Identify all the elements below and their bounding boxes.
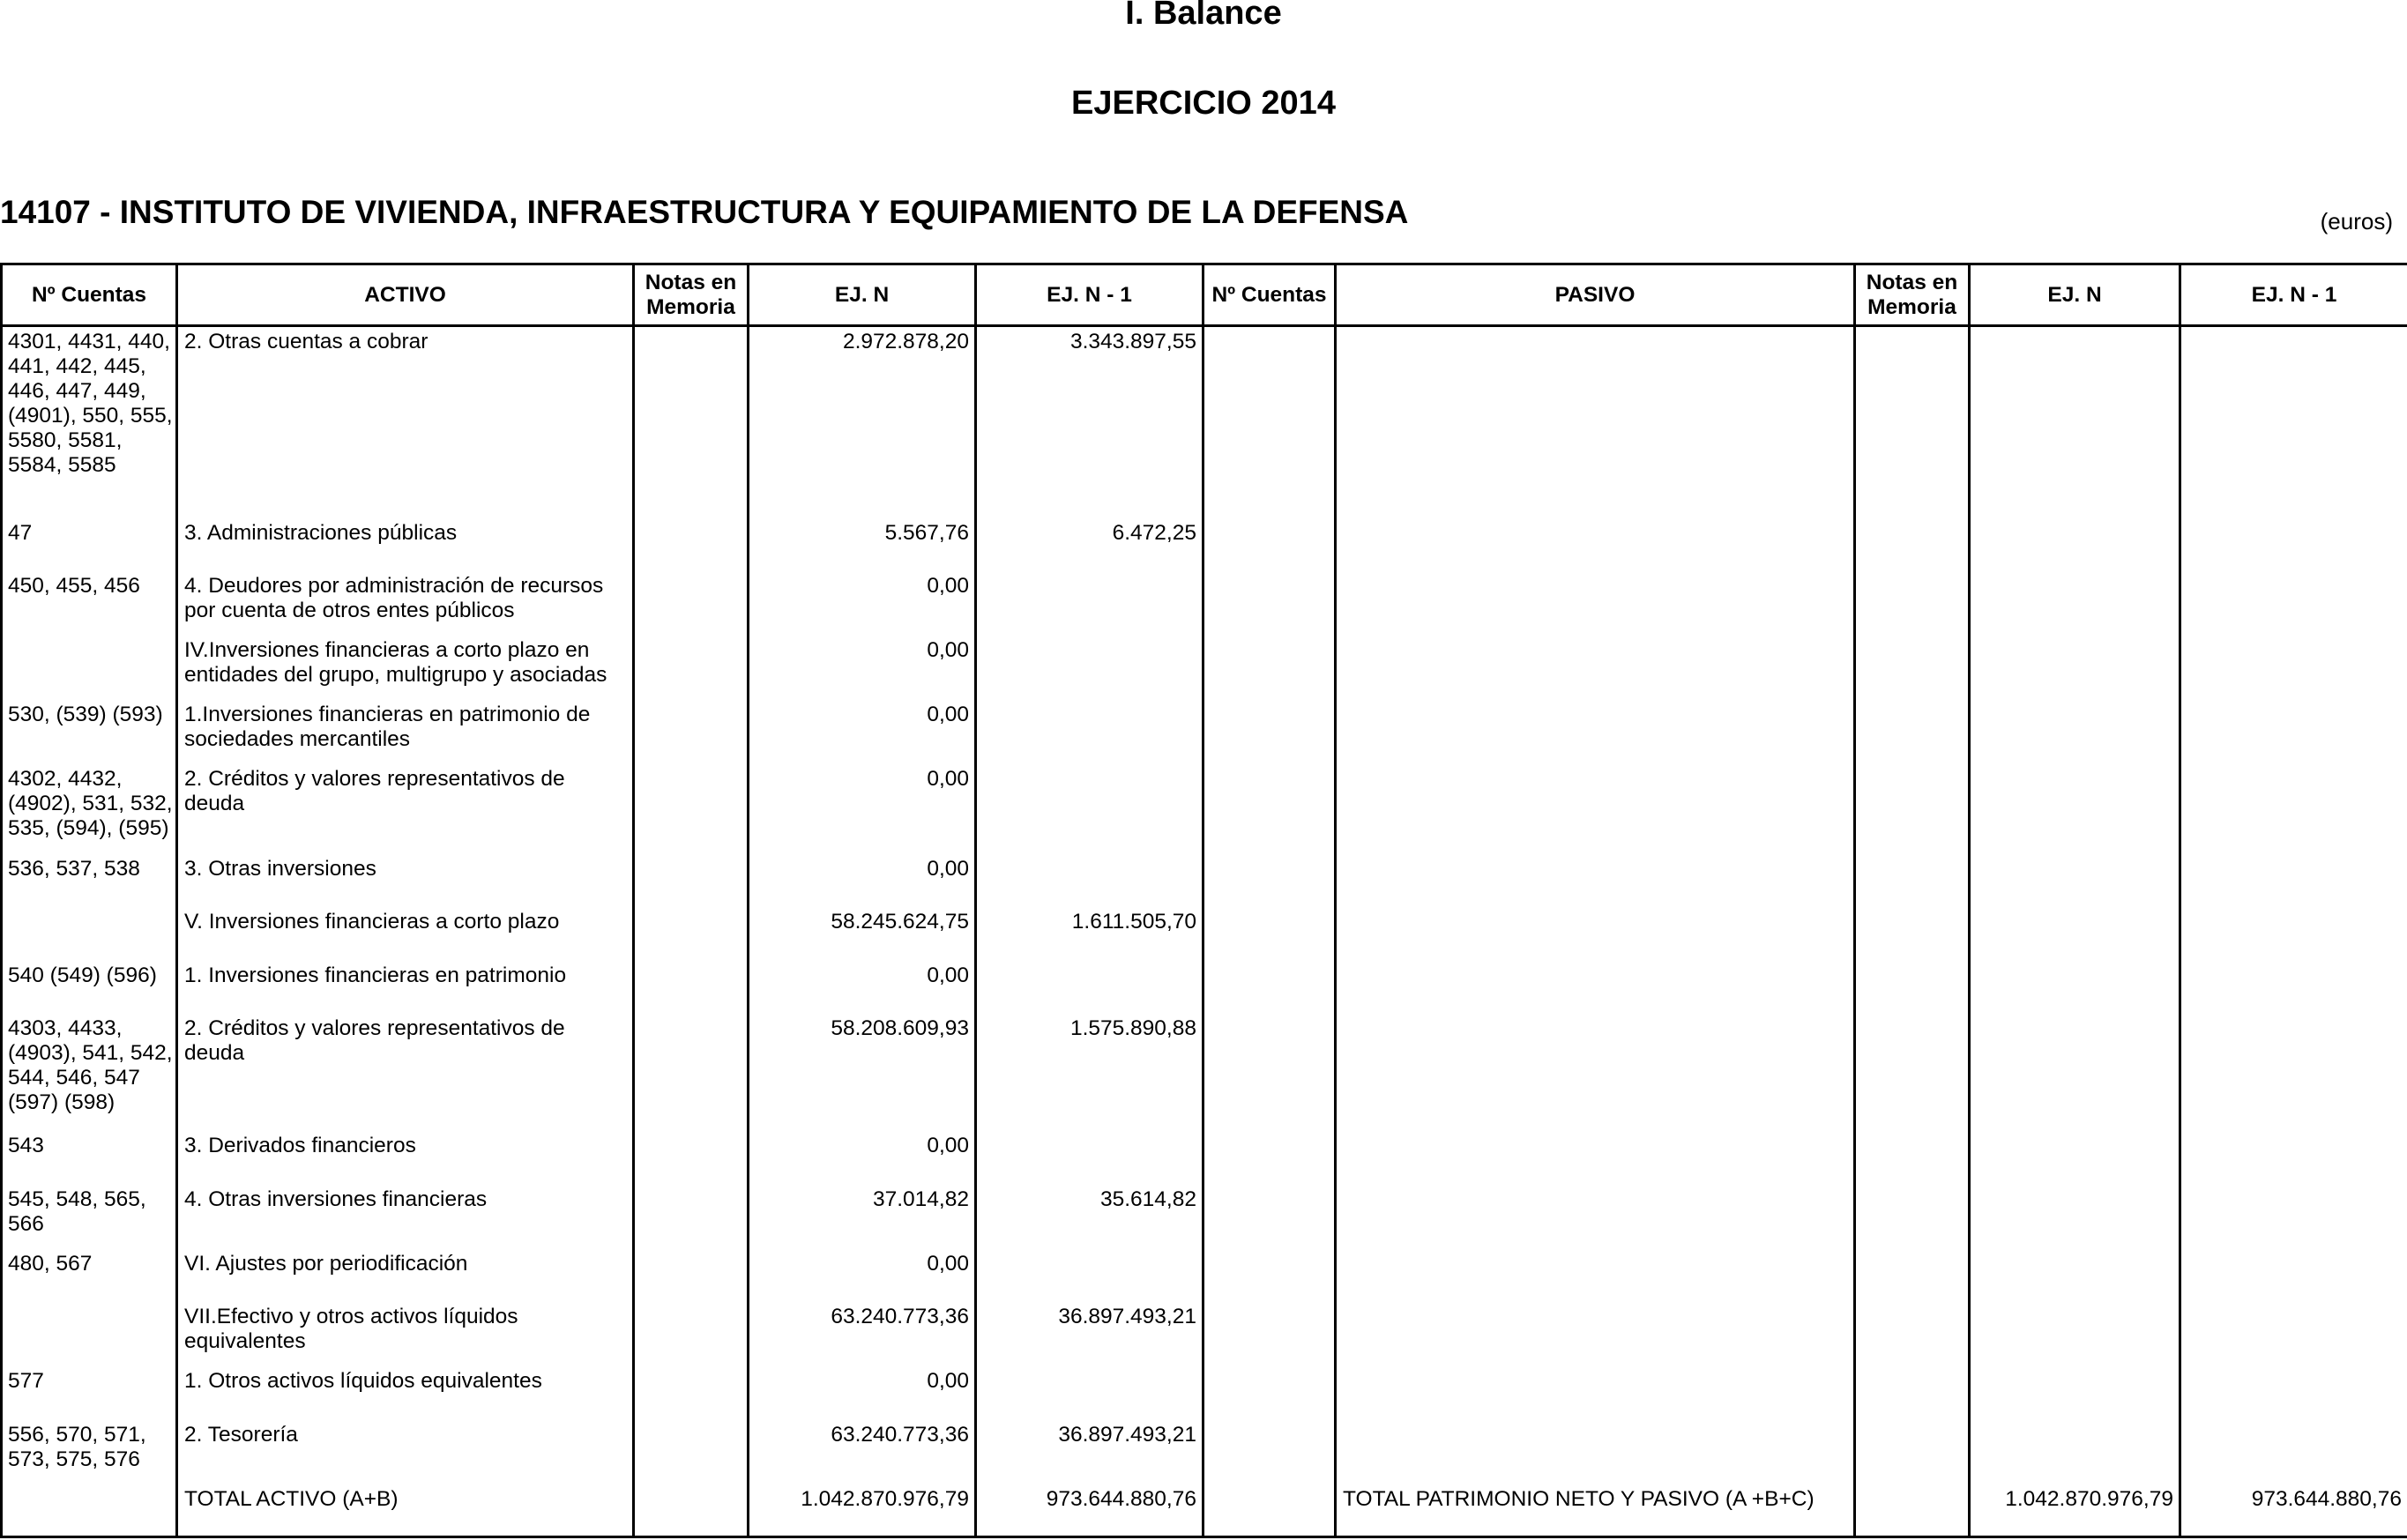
table-row (2, 907, 2407, 961)
amount-ej-n-1-cell (976, 571, 1204, 636)
pasivo-amount-ej-n-cell (1970, 907, 2180, 961)
pasivo-amount-ej-n-1-cell (2180, 1366, 2407, 1420)
notes-cell (634, 1014, 749, 1131)
table-row (2, 1131, 2407, 1185)
concept-cell: IV.Inversiones financieras a corto plazo en entidades del grupo, multigrupo y asociadas (177, 636, 634, 700)
pasivo-account-codes-cell (1204, 1249, 1336, 1303)
total-pasivo-notes-cell (1855, 1484, 1970, 1537)
amount-ej-n-1-cell (976, 1131, 1204, 1185)
pasivo-amount-ej-n-1-cell (2180, 518, 2407, 571)
col-header-pasivo: PASIVO (1336, 264, 1855, 326)
pasivo-concept-cell (1336, 571, 1855, 636)
pasivo-account-codes-cell (1204, 326, 1336, 519)
account-codes-cell: 540 (549) (596) (2, 961, 177, 1015)
notes-cell (634, 571, 749, 636)
col-header-ej-n-1: EJ. N - 1 (976, 264, 1204, 326)
account-codes-cell: 4303, 4433, (4903), 541, 542, 544, 546, 547 (597) (598) (2, 1014, 177, 1131)
notes-cell (634, 326, 749, 519)
col-header-notas: Notas en Memoria (634, 264, 749, 326)
pasivo-amount-ej-n-cell (1970, 1302, 2180, 1366)
account-codes-cell (2, 907, 177, 961)
concept-cell: VII.Efectivo y otros activos líquidos equivalentes (177, 1302, 634, 1366)
pasivo-notes-cell (1855, 1014, 1970, 1131)
account-codes-cell: 4301, 4431, 440, 441, 442, 445, 446, 447, 449, (4901), 550, 555, 5580, 5581, 5584, 5585 (2, 326, 177, 519)
amount-ej-n-cell: 0,00 (749, 764, 976, 854)
pasivo-amount-ej-n-cell (1970, 961, 2180, 1015)
table-row (2, 700, 2407, 764)
pasivo-amount-ej-n-cell (1970, 571, 2180, 636)
pasivo-amount-ej-n-cell (1970, 1185, 2180, 1249)
account-codes-cell (2, 1302, 177, 1366)
pasivo-concept-cell (1336, 961, 1855, 1015)
concept-cell: 2. Créditos y valores representativos de deuda (177, 1014, 634, 1131)
pasivo-notes-cell (1855, 961, 1970, 1015)
total-activo-label: TOTAL ACTIVO (A+B) (177, 1484, 634, 1537)
pasivo-account-codes-cell (1204, 518, 1336, 571)
notes-cell (634, 700, 749, 764)
amount-ej-n-1-cell: 1.575.890,88 (976, 1014, 1204, 1131)
notes-cell (634, 1366, 749, 1420)
amount-ej-n-1-cell (976, 636, 1204, 700)
account-codes-cell: 450, 455, 456 (2, 571, 177, 636)
concept-cell: 3. Derivados financieros (177, 1131, 634, 1185)
pasivo-account-codes-cell (1204, 764, 1336, 854)
amount-ej-n-1-cell (976, 1249, 1204, 1303)
concept-cell: 1. Inversiones financieras en patrimonio (177, 961, 634, 1015)
table-row (2, 1185, 2407, 1249)
total-pasivo-account-codes-cell (1204, 1484, 1336, 1537)
pasivo-amount-ej-n-1-cell (2180, 700, 2407, 764)
page-subtitle: EJERCICIO 2014 (1071, 85, 1336, 122)
entity-heading: 14107 - INSTITUTO DE VIVIENDA, INFRAESTRUCTURA Y EQUIPAMIENTO DE LA DEFENSA (0, 194, 1409, 230)
pasivo-notes-cell (1855, 1249, 1970, 1303)
amount-ej-n-1-cell (976, 700, 1204, 764)
pasivo-concept-cell (1336, 326, 1855, 519)
pasivo-amount-ej-n-1-cell (2180, 1014, 2407, 1131)
amount-ej-n-1-cell: 36.897.493,21 (976, 1302, 1204, 1366)
amount-ej-n-cell: 0,00 (749, 571, 976, 636)
account-codes-cell: 536, 537, 538 (2, 854, 177, 908)
col-header-ej-n-1-pasivo: EJ. N - 1 (2180, 264, 2407, 326)
concept-cell: 1.Inversiones financieras en patrimonio de sociedades mercantiles (177, 700, 634, 764)
notes-cell (634, 518, 749, 571)
col-header-cuentas-pasivo: Nº Cuentas (1204, 264, 1336, 326)
notes-cell (634, 907, 749, 961)
pasivo-amount-ej-n-cell (1970, 636, 2180, 700)
amount-ej-n-cell: 0,00 (749, 700, 976, 764)
concept-cell: 4. Deudores por administración de recursos por cuenta de otros entes públicos (177, 571, 634, 636)
pasivo-concept-cell (1336, 1131, 1855, 1185)
pasivo-account-codes-cell (1204, 1014, 1336, 1131)
notes-cell (634, 1302, 749, 1366)
pasivo-account-codes-cell (1204, 1185, 1336, 1249)
account-codes-cell: 577 (2, 1366, 177, 1420)
pasivo-amount-ej-n-1-cell (2180, 1302, 2407, 1366)
account-codes-cell: 556, 570, 571, 573, 575, 576 (2, 1420, 177, 1484)
notes-cell (634, 1185, 749, 1249)
pasivo-notes-cell (1855, 571, 1970, 636)
pasivo-notes-cell (1855, 326, 1970, 519)
table-row (2, 1366, 2407, 1420)
amount-ej-n-1-cell (976, 764, 1204, 854)
pasivo-account-codes-cell (1204, 636, 1336, 700)
amount-ej-n-cell: 63.240.773,36 (749, 1302, 976, 1366)
table-row (2, 1014, 2407, 1131)
total-pasivo-ej-n-1: 973.644.880,76 (2180, 1484, 2407, 1537)
table-row (2, 1420, 2407, 1484)
amount-ej-n-cell: 0,00 (749, 1366, 976, 1420)
pasivo-amount-ej-n-1-cell (2180, 854, 2407, 908)
account-codes-cell (2, 636, 177, 700)
pasivo-amount-ej-n-cell (1970, 1014, 2180, 1131)
amount-ej-n-cell: 5.567,76 (749, 518, 976, 571)
pasivo-concept-cell (1336, 1014, 1855, 1131)
total-activo-ej-n: 1.042.870.976,79 (749, 1484, 976, 1537)
pasivo-amount-ej-n-cell (1970, 518, 2180, 571)
table-header-row (2, 264, 2407, 326)
pasivo-account-codes-cell (1204, 1366, 1336, 1420)
pasivo-notes-cell (1855, 1302, 1970, 1366)
pasivo-amount-ej-n-1-cell (2180, 1185, 2407, 1249)
pasivo-concept-cell (1336, 636, 1855, 700)
amount-ej-n-cell: 58.208.609,93 (749, 1014, 976, 1131)
amount-ej-n-cell: 37.014,82 (749, 1185, 976, 1249)
amount-ej-n-1-cell (976, 1366, 1204, 1420)
concept-cell: 4. Otras inversiones financieras (177, 1185, 634, 1249)
balance-table (0, 263, 2407, 1538)
amount-ej-n-1-cell (976, 961, 1204, 1015)
pasivo-amount-ej-n-cell (1970, 1131, 2180, 1185)
pasivo-amount-ej-n-1-cell (2180, 961, 2407, 1015)
account-codes-cell: 4302, 4432, (4902), 531, 532, 535, (594), (595) (2, 764, 177, 854)
col-header-notas-pasivo: Notas en Memoria (1855, 264, 1970, 326)
notes-cell (634, 961, 749, 1015)
pasivo-amount-ej-n-1-cell (2180, 1249, 2407, 1303)
concept-cell: 3. Administraciones públicas (177, 518, 634, 571)
total-pasivo-ej-n: 1.042.870.976,79 (1970, 1484, 2180, 1537)
pasivo-notes-cell (1855, 1420, 1970, 1484)
concept-cell: VI. Ajustes por periodificación (177, 1249, 634, 1303)
pasivo-concept-cell (1336, 764, 1855, 854)
table-row (2, 518, 2407, 571)
concept-cell: 2. Tesorería (177, 1420, 634, 1484)
amount-ej-n-cell: 0,00 (749, 636, 976, 700)
account-codes-cell: 545, 548, 565, 566 (2, 1185, 177, 1249)
pasivo-amount-ej-n-1-cell (2180, 1420, 2407, 1484)
concept-cell: V. Inversiones financieras a corto plazo (177, 907, 634, 961)
amount-ej-n-cell: 0,00 (749, 1131, 976, 1185)
page-title: I. Balance (1125, 0, 1282, 32)
table-row (2, 961, 2407, 1015)
pasivo-notes-cell (1855, 636, 1970, 700)
pasivo-concept-cell (1336, 518, 1855, 571)
pasivo-amount-ej-n-1-cell (2180, 1131, 2407, 1185)
pasivo-amount-ej-n-1-cell (2180, 571, 2407, 636)
pasivo-notes-cell (1855, 1131, 1970, 1185)
pasivo-amount-ej-n-1-cell (2180, 907, 2407, 961)
amount-ej-n-cell: 0,00 (749, 1249, 976, 1303)
account-codes-cell: 480, 567 (2, 1249, 177, 1303)
notes-cell (634, 854, 749, 908)
concept-cell: 2. Créditos y valores representativos de deuda (177, 764, 634, 854)
pasivo-concept-cell (1336, 1420, 1855, 1484)
pasivo-notes-cell (1855, 700, 1970, 764)
table-row (2, 326, 2407, 519)
table-row (2, 764, 2407, 854)
pasivo-account-codes-cell (1204, 961, 1336, 1015)
account-codes-cell: 47 (2, 518, 177, 571)
total-pasivo-label: TOTAL PATRIMONIO NETO Y PASIVO (A +B+C) (1336, 1484, 1855, 1537)
units-label: (euros) (2320, 208, 2393, 234)
concept-cell: 1. Otros activos líquidos equivalentes (177, 1366, 634, 1420)
pasivo-account-codes-cell (1204, 1420, 1336, 1484)
pasivo-amount-ej-n-cell (1970, 1420, 2180, 1484)
amount-ej-n-cell: 2.972.878,20 (749, 326, 976, 519)
pasivo-concept-cell (1336, 1302, 1855, 1366)
pasivo-amount-ej-n-cell (1970, 700, 2180, 764)
total-activo-ej-n-1: 973.644.880,76 (976, 1484, 1204, 1537)
amount-ej-n-cell: 0,00 (749, 961, 976, 1015)
table-row (2, 571, 2407, 636)
amount-ej-n-cell: 58.245.624,75 (749, 907, 976, 961)
amount-ej-n-1-cell (976, 854, 1204, 908)
pasivo-notes-cell (1855, 518, 1970, 571)
notes-cell (634, 1420, 749, 1484)
pasivo-account-codes-cell (1204, 854, 1336, 908)
table-row (2, 636, 2407, 700)
pasivo-amount-ej-n-cell (1970, 764, 2180, 854)
notes-cell (634, 1131, 749, 1185)
table-row (2, 1249, 2407, 1303)
col-header-activo: ACTIVO (177, 264, 634, 326)
col-header-ej-n-pasivo: EJ. N (1970, 264, 2180, 326)
notes-cell (634, 1249, 749, 1303)
amount-ej-n-1-cell: 36.897.493,21 (976, 1420, 1204, 1484)
pasivo-notes-cell (1855, 1366, 1970, 1420)
amount-ej-n-1-cell: 3.343.897,55 (976, 326, 1204, 519)
pasivo-account-codes-cell (1204, 1302, 1336, 1366)
pasivo-account-codes-cell (1204, 571, 1336, 636)
amount-ej-n-1-cell: 6.472,25 (976, 518, 1204, 571)
account-codes-cell: 530, (539) (593) (2, 700, 177, 764)
pasivo-concept-cell (1336, 1366, 1855, 1420)
pasivo-account-codes-cell (1204, 700, 1336, 764)
pasivo-notes-cell (1855, 764, 1970, 854)
pasivo-concept-cell (1336, 1185, 1855, 1249)
pasivo-notes-cell (1855, 907, 1970, 961)
table-row (2, 1302, 2407, 1366)
total-account-codes-cell (2, 1484, 177, 1537)
pasivo-amount-ej-n-1-cell (2180, 636, 2407, 700)
total-notes-cell (634, 1484, 749, 1537)
pasivo-amount-ej-n-1-cell (2180, 326, 2407, 519)
pasivo-concept-cell (1336, 854, 1855, 908)
pasivo-concept-cell (1336, 700, 1855, 764)
pasivo-account-codes-cell (1204, 1131, 1336, 1185)
pasivo-amount-ej-n-cell (1970, 854, 2180, 908)
pasivo-concept-cell (1336, 1249, 1855, 1303)
amount-ej-n-cell: 63.240.773,36 (749, 1420, 976, 1484)
totals-row (2, 1484, 2407, 1537)
col-header-cuentas: Nº Cuentas (2, 264, 177, 326)
concept-cell: 2. Otras cuentas a cobrar (177, 326, 634, 519)
pasivo-amount-ej-n-cell (1970, 1249, 2180, 1303)
account-codes-cell: 543 (2, 1131, 177, 1185)
concept-cell: 3. Otras inversiones (177, 854, 634, 908)
pasivo-notes-cell (1855, 854, 1970, 908)
pasivo-amount-ej-n-cell (1970, 1366, 2180, 1420)
pasivo-notes-cell (1855, 1185, 1970, 1249)
amount-ej-n-1-cell: 35.614,82 (976, 1185, 1204, 1249)
pasivo-amount-ej-n-cell (1970, 326, 2180, 519)
amount-ej-n-cell: 0,00 (749, 854, 976, 908)
amount-ej-n-1-cell: 1.611.505,70 (976, 907, 1204, 961)
pasivo-account-codes-cell (1204, 907, 1336, 961)
pasivo-amount-ej-n-1-cell (2180, 764, 2407, 854)
notes-cell (634, 764, 749, 854)
pasivo-concept-cell (1336, 907, 1855, 961)
col-header-ej-n: EJ. N (749, 264, 976, 326)
notes-cell (634, 636, 749, 700)
table-row (2, 854, 2407, 908)
